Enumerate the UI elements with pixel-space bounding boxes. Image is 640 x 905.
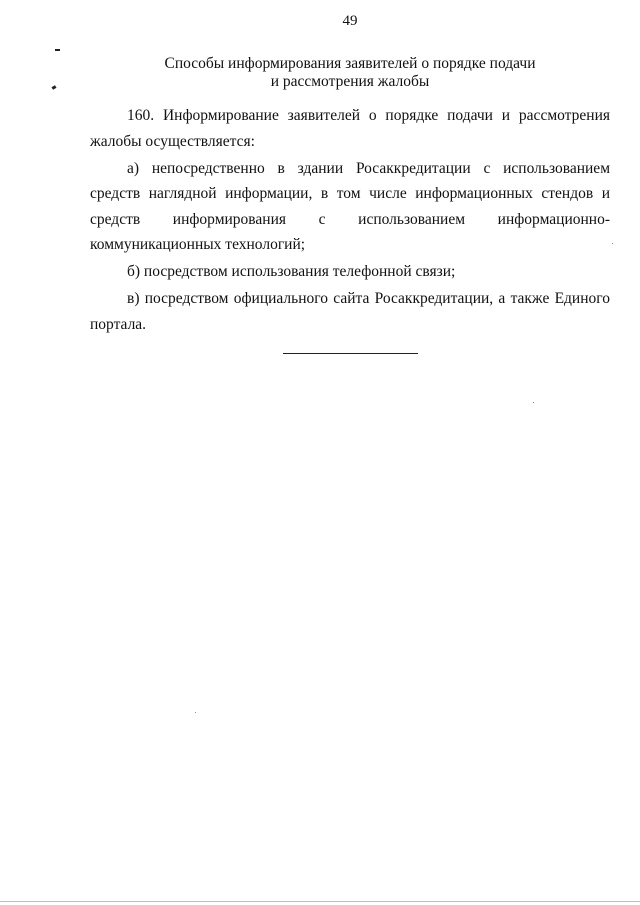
heading-line-1: Способы информирования заявителей о порядке подачи	[164, 55, 536, 72]
body-text	[90, 103, 610, 339]
paragraph-b: б) посредством использования телефонной связи;	[127, 263, 456, 280]
page-number: 49	[342, 13, 358, 29]
scan-speck	[533, 402, 534, 403]
paragraph-a: а) непосредственно в здании Росаккредитации с использованием средств наглядной информации, в том числе информационных стендов и средств информирования с использованием информационно-коммуникационных технологий;	[90, 159, 610, 253]
section-heading	[0, 55, 640, 91]
scan-speck	[612, 243, 613, 244]
scan-edge-line	[0, 901, 640, 902]
closing-rule	[283, 353, 418, 354]
paragraph-v: в) посредством официального сайта Росаккредитации, а также Единого портала.	[90, 290, 610, 333]
paragraph-160: 160. Информирование заявителей о порядке подачи и рассмотрения жалобы осуществляется:	[90, 107, 610, 150]
scan-speck	[195, 712, 196, 713]
heading-line-2: и рассмотрения жалобы	[270, 73, 430, 90]
scan-mark	[55, 49, 60, 51]
